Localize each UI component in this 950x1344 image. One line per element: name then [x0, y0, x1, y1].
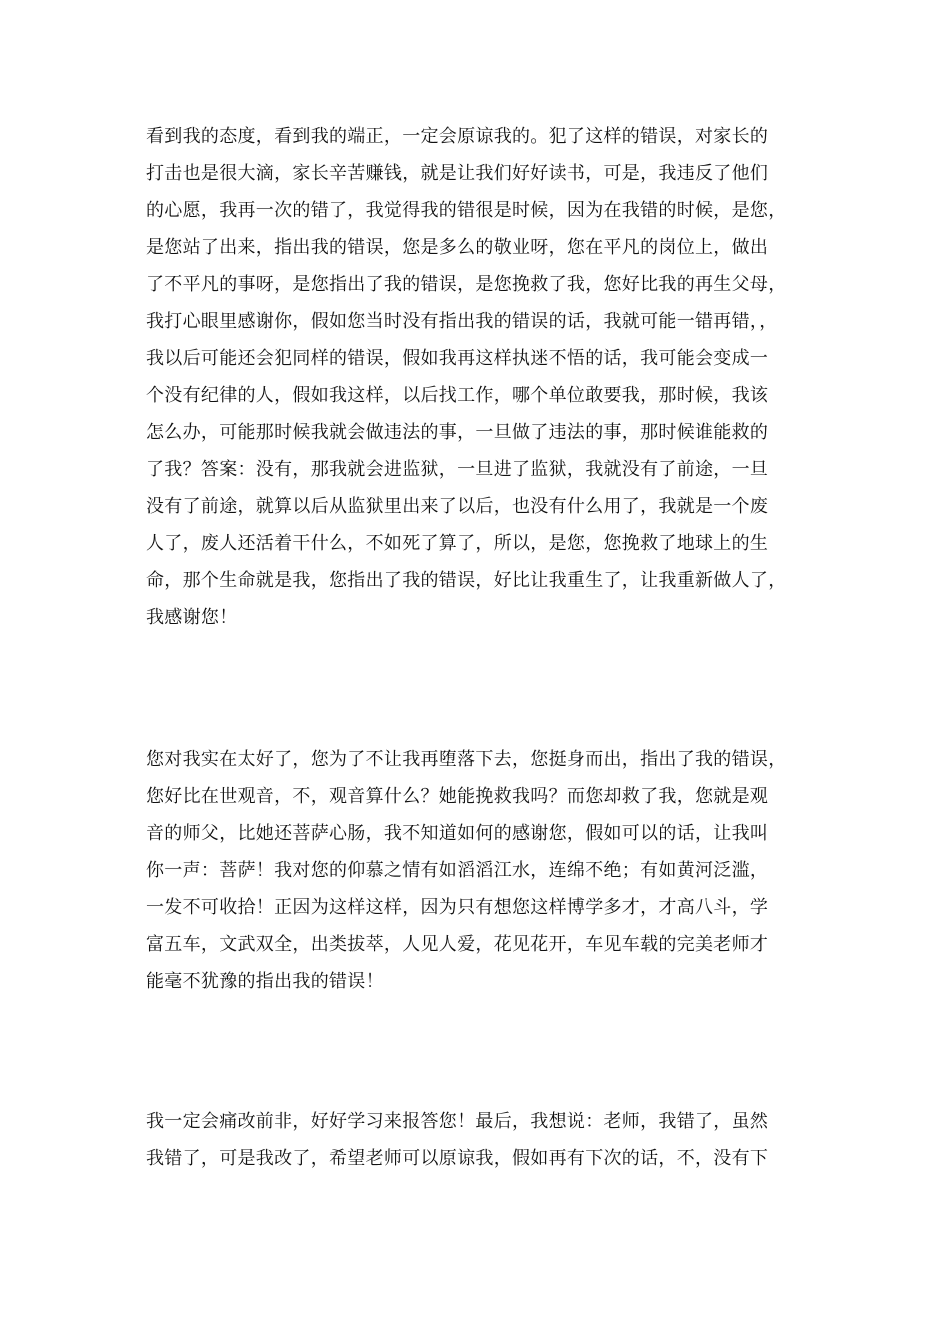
text-line: 您好比在世观音，不，观音算什么？她能挽救我吗？而您却救了我，您就是观 [146, 786, 769, 807]
text-line: 一发不可收拾！正因为这样这样，因为只有想您这样博学多才，才高八斗，学 [146, 897, 769, 918]
text-line: 了我？答案：没有，那我就会进监狱，一旦进了监狱，我就没有了前途，一旦 [146, 459, 769, 480]
text-line: 我错了，可是我改了，希望老师可以原谅我，假如再有下次的话，不，没有下 [146, 1148, 769, 1169]
text-line: 富五车，文武双全，出类拔萃，人见人爱，花见花开，车见车载的完美老师才 [146, 934, 769, 955]
text-line: 是您站了出来，指出我的错误，您是多么的敬业呀，您在平凡的岗位上，做出 [146, 237, 769, 258]
text-line: 没有了前途，就算以后从监狱里出来了以后，也没有什么用了，我就是一个废 [146, 496, 769, 517]
text-line: 命，那个生命就是我，您指出了我的错误，好比让我重生了，让我重新做人了， [146, 570, 787, 591]
paragraph-1 [146, 118, 836, 636]
text-line: 我打心眼里感谢你，假如您当时没有指出我的错误的话，我就可能一错再错，， [146, 311, 778, 332]
text-line: 我感谢您！ [146, 607, 238, 628]
text-line: 我一定会痛改前非，好好学习来报答您！最后，我想说：老师，我错了，虽然 [146, 1111, 769, 1132]
paragraph-2 [146, 741, 836, 1000]
text-line: 音的师父，比她还菩萨心肠，我不知道如何的感谢您，假如可以的话，让我叫 [146, 823, 769, 844]
paragraph-3 [146, 1103, 836, 1177]
text-line: 看到我的态度，看到我的端正，一定会原谅我的。犯了这样的错误，对家长的 [146, 126, 769, 147]
text-line: 个没有纪律的人，假如我这样，以后找工作，哪个单位敢要我，那时候，我该 [146, 385, 769, 406]
text-line: 了不平凡的事呀，是您指出了我的错误，是您挽救了我，您好比我的再生父母， [146, 274, 787, 295]
text-line: 的心愿，我再一次的错了，我觉得我的错很是时候，因为在我错的时候，是您， [146, 200, 787, 221]
text-line: 人了，废人还活着干什么，不如死了算了，所以，是您，您挽救了地球上的生 [146, 533, 769, 554]
text-line: 你一声：菩萨！我对您的仰慕之情有如滔滔江水，连绵不绝；有如黄河泛滥， [146, 860, 769, 881]
text-line: 我以后可能还会犯同样的错误，假如我再这样执迷不悟的话，我可能会变成一 [146, 348, 769, 369]
text-line: 怎么办，可能那时候我就会做违法的事，一旦做了违法的事，那时候谁能救的 [146, 422, 769, 443]
text-line: 打击也是很大滴，家长辛苦赚钱，就是让我们好好读书，可是，我违反了他们 [146, 163, 769, 184]
text-line: 能毫不犹豫的指出我的错误！ [146, 971, 384, 992]
text-line: 您对我实在太好了，您为了不让我再堕落下去，您挺身而出，指出了我的错误， [146, 749, 787, 770]
